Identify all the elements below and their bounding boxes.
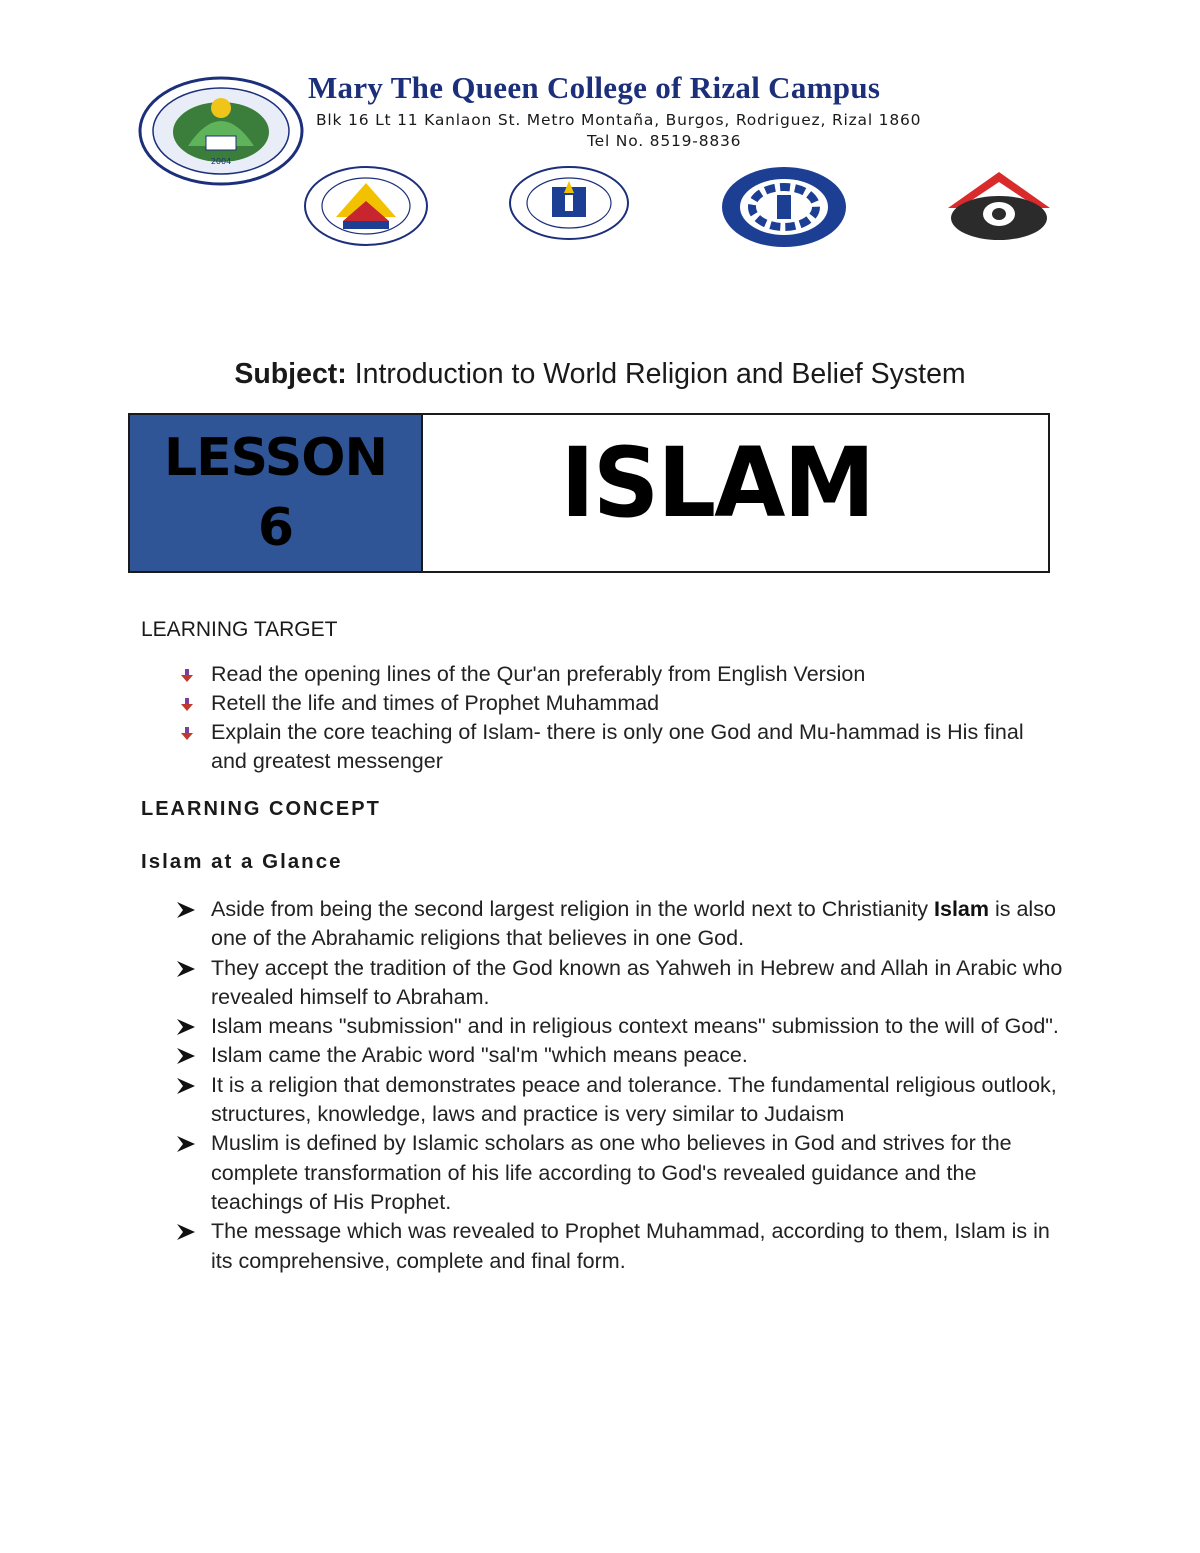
learning-target-text: Explain the core teaching of Islam- there is only one God and Mu-hammad is His final and greatest messenger xyxy=(211,720,1024,773)
concept-item xyxy=(176,1041,1066,1070)
learning-target-text: Retell the life and times of Prophet Muhammad xyxy=(211,691,660,715)
lesson-title: ISLAM xyxy=(560,427,873,539)
concept-item xyxy=(176,895,1066,954)
learning-target-item xyxy=(180,689,1060,718)
deped-seal-icon xyxy=(508,165,630,241)
learning-target-item xyxy=(180,660,1060,689)
learning-target-list xyxy=(180,660,1060,776)
concept-text-lead: Islam means "submission" and in religious context means" submission to the will of God". xyxy=(211,1014,1059,1039)
concept-text-rest: is also one of the Abrahamic religions that believes in one God. xyxy=(211,897,1056,951)
islam-at-a-glance-heading: Islam at a Glance xyxy=(141,850,343,873)
house-eye-logo-icon xyxy=(944,168,1054,242)
down-arrow-bullet-icon xyxy=(180,698,194,712)
learning-target-item xyxy=(180,718,1060,776)
learning-concept-heading: LEARNING CONCEPT xyxy=(141,798,381,820)
arrowhead-bullet-icon xyxy=(176,960,196,978)
tesda-seal-icon xyxy=(720,165,848,249)
concept-text-lead: It is a religion that demonstrates peace and tolerance. The fundamental religious outlook, structures, knowledge, laws and practice is very similar to Judaism xyxy=(211,1072,1057,1127)
down-arrow-bullet-icon xyxy=(180,669,194,683)
lesson-label: LESSON xyxy=(164,428,387,488)
concept-text-lead: Aside from being the second largest religion in the world next to Christianity xyxy=(211,897,935,921)
lesson-title-cell xyxy=(423,415,1048,571)
school-name: Mary The Queen College of Rizal Campus xyxy=(308,70,881,105)
arrowhead-bullet-icon xyxy=(176,1135,196,1153)
concept-text-lead: They accept the tradition of the God known as Yahweh in Hebrew and Allah in Arabic who revealed himself to Abraham. xyxy=(211,955,1063,1009)
learning-target-heading: LEARNING TARGET xyxy=(141,618,338,641)
arrowhead-bullet-icon xyxy=(176,1018,196,1036)
arrowhead-bullet-icon xyxy=(176,1223,196,1241)
down-arrow-bullet-icon xyxy=(180,727,194,741)
school-address: Blk 16 Lt 11 Kanlaon St. Metro Montaña, Burgos, Rodriguez, Rizal 1860 xyxy=(316,111,922,129)
arrowhead-bullet-icon xyxy=(176,901,196,919)
concept-text-lead: Islam came the Arabic word "sal'm "which means peace. xyxy=(211,1043,748,1068)
subject-line xyxy=(0,358,1200,391)
concept-text-strong: Islam xyxy=(934,897,989,921)
svg-text:2004: 2004 xyxy=(210,157,232,166)
concept-item xyxy=(176,1217,1066,1276)
school-tel: Tel No. 8519-8836 xyxy=(587,132,742,150)
arrowhead-bullet-icon xyxy=(176,1047,196,1065)
concept-item xyxy=(176,1129,1066,1217)
lesson-number-cell xyxy=(130,415,423,571)
subject-value: Introduction to World Religion and Belief System xyxy=(346,358,966,390)
learning-target-text: Read the opening lines of the Qur'an preferably from English Version xyxy=(211,662,866,686)
subject-label: Subject: xyxy=(234,358,347,390)
concept-item xyxy=(176,1012,1066,1041)
lesson-number: 6 xyxy=(257,498,294,558)
concept-item xyxy=(176,1071,1066,1130)
school-seal-icon xyxy=(138,76,304,186)
concept-list xyxy=(176,895,1066,1276)
lesson-header-table xyxy=(128,413,1050,573)
concept-item xyxy=(176,954,1066,1013)
concept-text-lead: The message which was revealed to Prophet Muhammad, according to them, Islam is in its comprehensive, complete and final form. xyxy=(211,1219,1050,1273)
province-seal-icon xyxy=(303,165,429,247)
concept-text-lead: Muslim is defined by Islamic scholars as one who believes in God and strives for the complete transformation of his life according to God's revealed guidance and the teachings of His Prophet. xyxy=(211,1131,1012,1214)
arrowhead-bullet-icon xyxy=(176,1077,196,1095)
